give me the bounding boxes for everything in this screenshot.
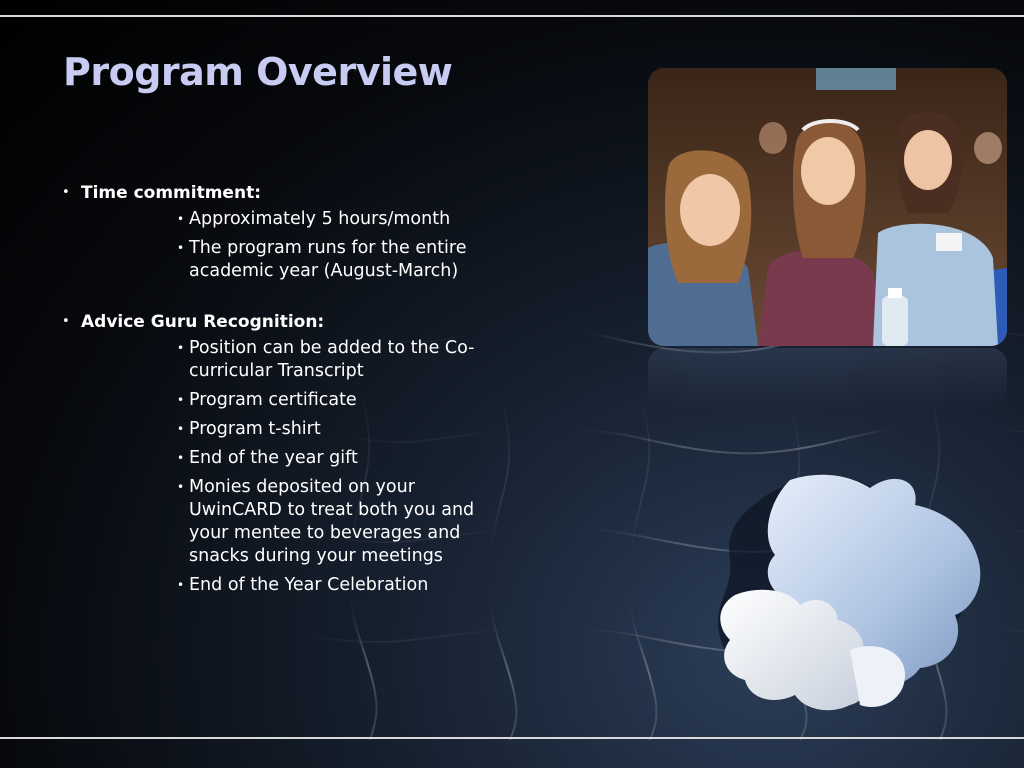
top-rule bbox=[0, 15, 1024, 17]
section-time-commitment bbox=[60, 180, 500, 283]
sub-bullet: • Program certificate bbox=[177, 389, 500, 412]
sub-bullet: • End of the Year Celebration bbox=[177, 574, 500, 597]
sub-bullet: • End of the year gift bbox=[177, 447, 500, 470]
photo-reflection bbox=[648, 348, 1007, 408]
section-recognition bbox=[60, 309, 500, 597]
sub-bullet: • Approximately 5 hours/month bbox=[177, 208, 500, 231]
bottom-rule bbox=[0, 737, 1024, 739]
sub-bullet: • Monies deposited on your UwinCARD to treat both you and your mentee to beverages and snacks during your meetings bbox=[177, 476, 500, 568]
sub-list bbox=[60, 208, 500, 283]
bullet-heading: • Time commitment: bbox=[60, 180, 500, 206]
bullet-heading: • Advice Guru Recognition: bbox=[60, 309, 500, 335]
sub-list bbox=[60, 337, 500, 597]
group-photo bbox=[648, 68, 1007, 346]
slide-title: Program Overview bbox=[63, 50, 453, 94]
sub-bullet: • Program t-shirt bbox=[177, 418, 500, 441]
sub-bullet: • The program runs for the entire academic year (August-March) bbox=[177, 237, 500, 283]
sub-bullet: • Position can be added to the Co-curricular Transcript bbox=[177, 337, 500, 383]
slide-body bbox=[60, 180, 500, 623]
